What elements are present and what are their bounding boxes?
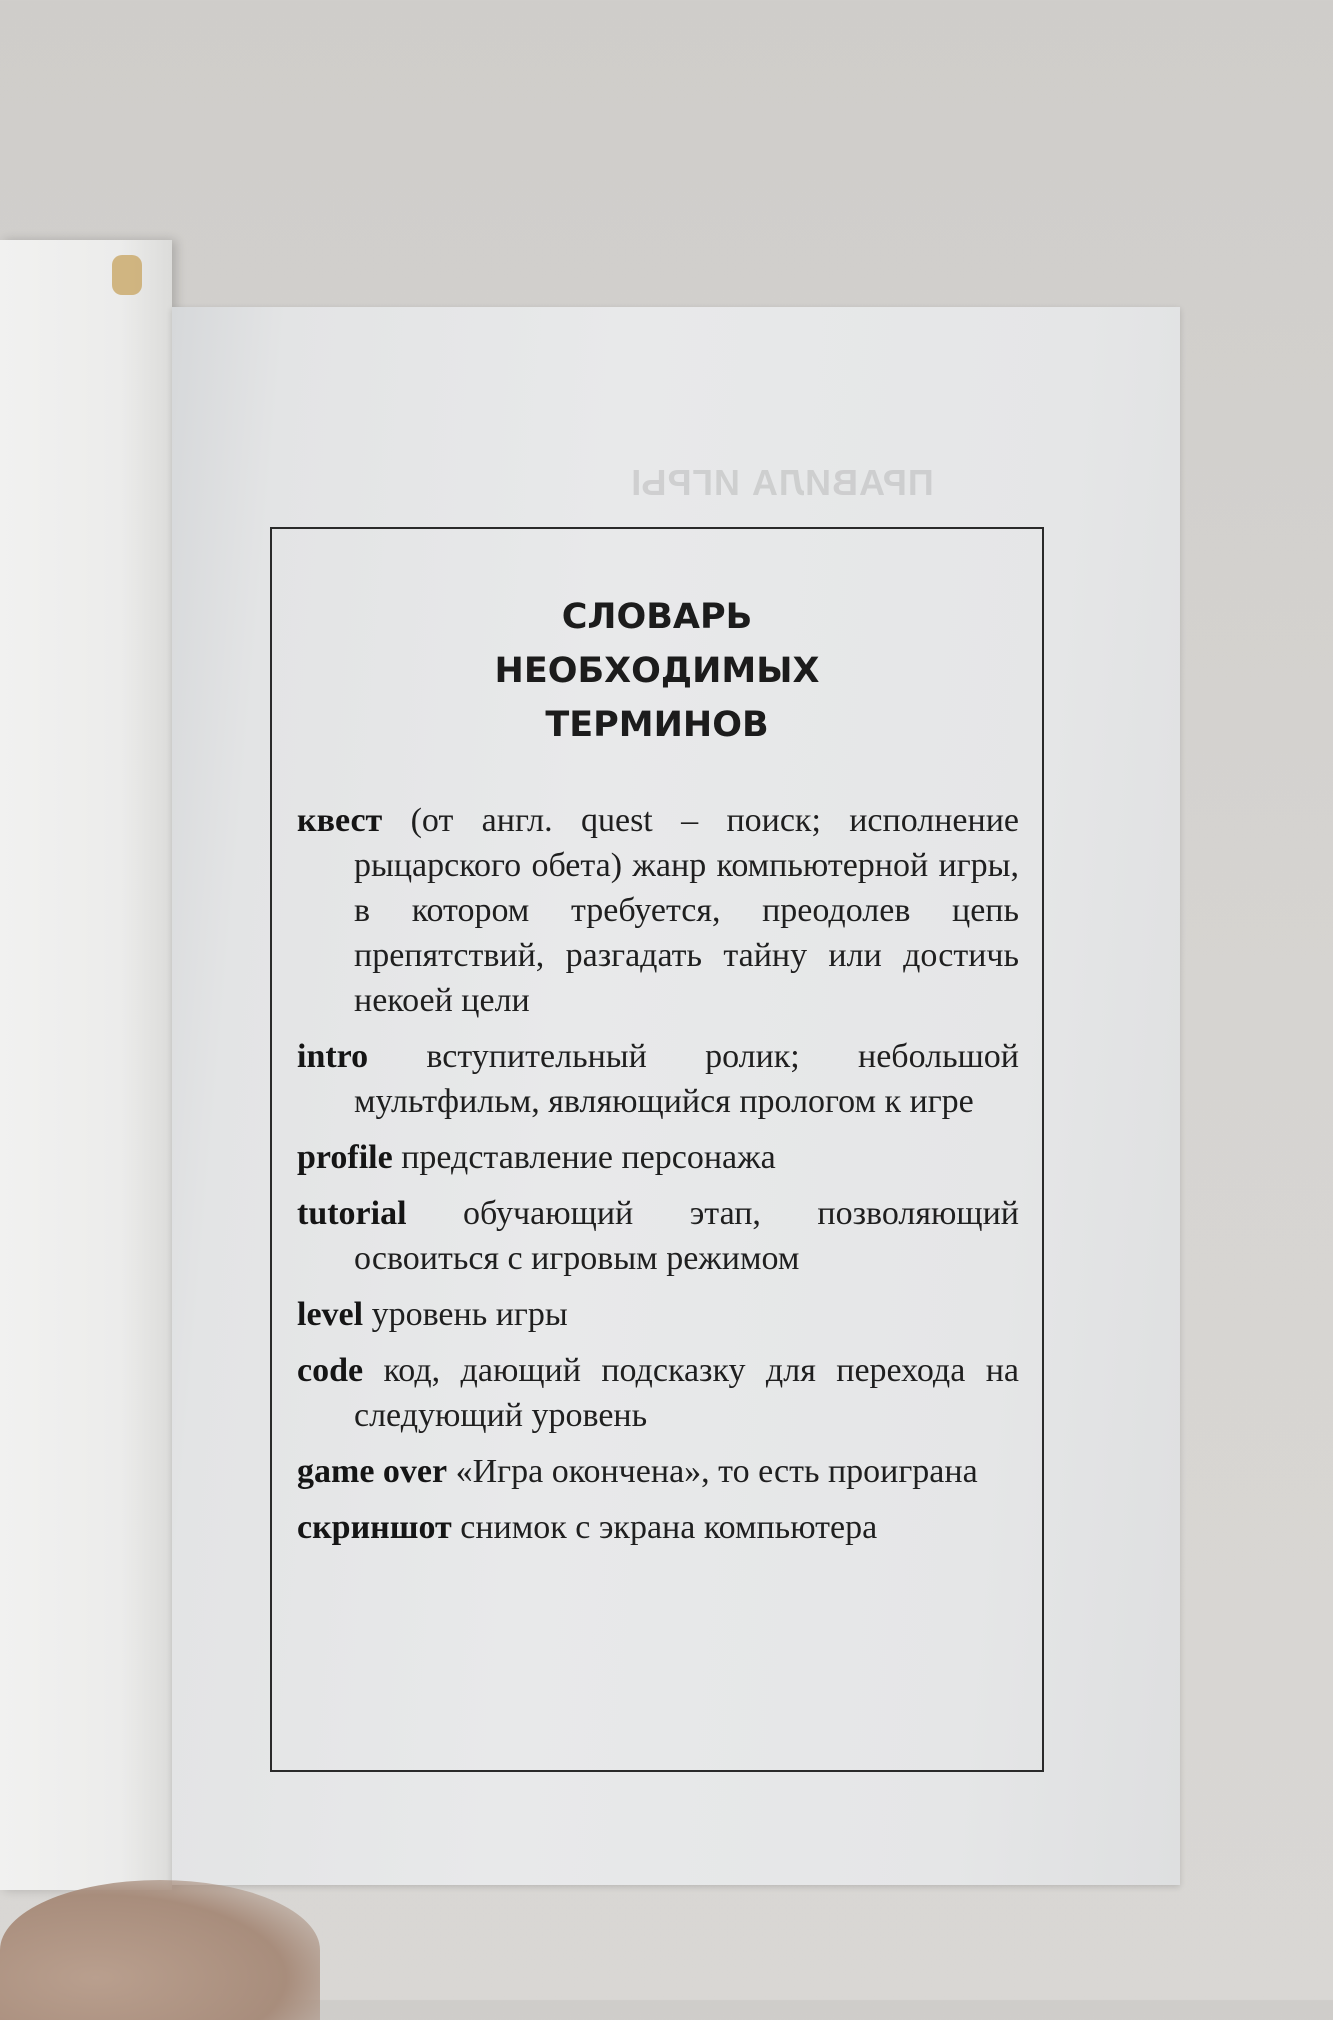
glossary-entry: [297, 798, 1019, 1023]
glossary-entry: [297, 1292, 1019, 1337]
title-line: ТЕРМИНОВ: [545, 705, 769, 745]
glossary-title: [270, 590, 1044, 752]
title-line: СЛОВАРЬ: [561, 597, 753, 637]
definition: снимок с экрана компьютера: [460, 1509, 878, 1546]
holding-hand: [0, 1880, 320, 2020]
glossary-entry: [297, 1505, 1019, 1550]
glossary-entry: [297, 1191, 1019, 1281]
definition: вступительный ролик; небольшой мультфильм, являющийся прологом к игре: [354, 1038, 1019, 1120]
glossary-entry: [297, 1449, 1019, 1494]
term: скриншот: [297, 1509, 452, 1546]
definition: код, дающий подсказку для перехода на следующий уровень: [354, 1352, 1019, 1434]
term: game over: [297, 1453, 448, 1490]
title-line: НЕОБХОДИМЫХ: [494, 651, 820, 691]
definition: (от англ. quest – поиск; исполнение рыцарского обета) жанр компьютерной игры, в котором требуется, преодолев цепь препятствий, разгадать тайну или достичь некоей цели: [354, 802, 1019, 1019]
glossary-list: [297, 798, 1019, 1561]
glossary-entry: [297, 1135, 1019, 1180]
term: code: [297, 1352, 364, 1389]
definition: представление персонажа: [401, 1139, 776, 1176]
left-page: [0, 240, 172, 1890]
definition: обучающий этап, позволяющий освоиться с игровым режимом: [354, 1195, 1019, 1277]
term: profile: [297, 1139, 393, 1176]
glossary-entry: [297, 1034, 1019, 1124]
term: intro: [297, 1038, 369, 1075]
spine-edge: [112, 255, 142, 295]
term: квест: [297, 802, 383, 839]
definition: «Игра окончена», то есть проиграна: [455, 1453, 978, 1490]
glossary-entry: [297, 1348, 1019, 1438]
term: level: [297, 1296, 364, 1333]
definition: уровень игры: [371, 1296, 568, 1333]
term: tutorial: [297, 1195, 407, 1232]
bleed-through-heading: ПРАВИЛА ИГРЫ: [630, 462, 934, 503]
